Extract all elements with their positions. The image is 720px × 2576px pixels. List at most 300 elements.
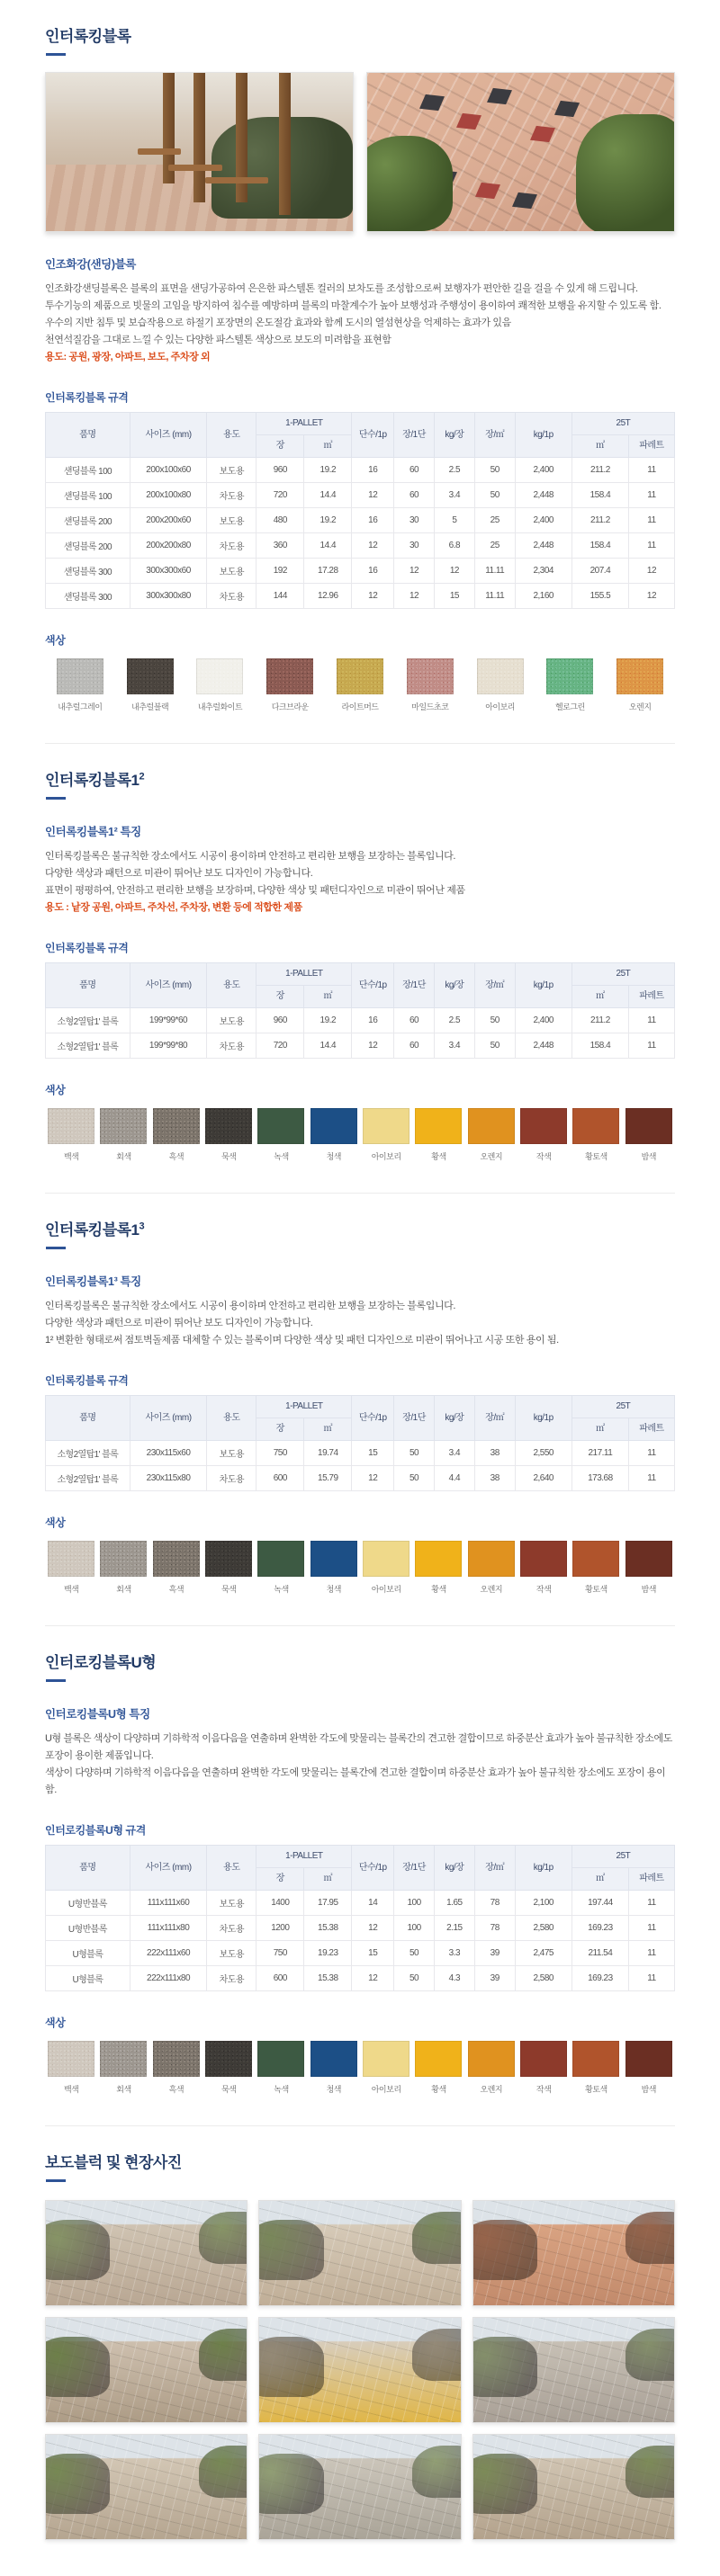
th-use: 용도	[207, 963, 256, 1008]
color-name: 청색	[326, 1585, 341, 1594]
table-cell: 19.74	[304, 1441, 352, 1466]
table-cell: 78	[474, 1891, 515, 1916]
color-swatch[interactable]	[255, 1541, 307, 1595]
color-name: 회색	[116, 2085, 131, 2094]
table-cell: 11	[628, 458, 674, 483]
th-kg-per-sheet: kg/장	[434, 1846, 474, 1891]
color-swatch[interactable]	[360, 1108, 412, 1162]
color-chip	[337, 658, 383, 694]
table-cell: 2,448	[515, 533, 572, 559]
table-row	[46, 1916, 675, 1941]
th-layers: 단수/1p	[352, 413, 394, 458]
color-name: 백색	[63, 2085, 79, 2094]
table-cell: 12	[394, 559, 435, 584]
color-chip	[48, 2041, 94, 2077]
table-cell: U형반블록	[46, 1891, 130, 1916]
th-25t: 25T	[572, 1396, 674, 1418]
hero-photo-walkway	[45, 72, 354, 232]
color-chip	[310, 1108, 357, 1144]
table-cell: 360	[256, 533, 304, 559]
color-swatch[interactable]	[570, 1108, 622, 1162]
color-swatch[interactable]	[412, 1541, 464, 1595]
table-cell: 차도용	[207, 1966, 256, 1991]
gallery-photo[interactable]	[472, 2200, 675, 2306]
vegetation	[626, 2446, 675, 2498]
table-cell: 39	[474, 1966, 515, 1991]
table-cell: 15.38	[304, 1966, 352, 1991]
color-chip	[415, 1541, 462, 1577]
th-layers: 단수/1p	[352, 1396, 394, 1441]
table-cell: 100	[394, 1916, 435, 1941]
desc-line: 표면이 평평하여, 안전하고 편리한 보행을 보장하며, 다양한 색상 및 패턴디자인으로 미관이 뛰어난 제품	[45, 885, 465, 896]
th-size: 사이즈 (mm)	[130, 1396, 207, 1441]
th-kg-per-sheet: kg/장	[434, 963, 474, 1008]
color-name: 황토색	[585, 1152, 608, 1161]
color-name: 황색	[431, 1585, 446, 1594]
table-cell: 보도용	[207, 1441, 256, 1466]
section-underline	[46, 1679, 66, 1682]
spec-table-sanding	[45, 412, 675, 609]
th-25t-m2: ㎡	[572, 1868, 628, 1891]
color-swatch[interactable]	[570, 1541, 622, 1595]
table-cell: 111x111x80	[130, 1916, 207, 1941]
table-cell: 50	[394, 1466, 435, 1491]
table-cell: 보도용	[207, 458, 256, 483]
table-cell: 39	[474, 1941, 515, 1966]
desc-line: 투수기능의 제품으로 빗물의 고임을 방지하여 침수를 예방하며 블록의 마찰계수가 높아 보행성과 주행성이 용이하여 쾌적한 보행을 유지할 수 있도록 함.	[45, 300, 662, 311]
color-swatch[interactable]	[255, 2041, 307, 2095]
table-cell: 169.23	[572, 1966, 628, 1991]
color-name: 묵색	[220, 1152, 237, 1161]
color-name: 내추럴그레이	[58, 702, 103, 711]
color-swatch[interactable]	[150, 1108, 202, 1162]
th-25t-pallet: 파레트	[628, 986, 674, 1008]
table-cell: U형블록	[46, 1941, 130, 1966]
color-chip	[626, 1108, 672, 1144]
color-chip	[520, 1108, 567, 1144]
spec-table-body	[46, 1891, 675, 1991]
color-chip	[100, 1541, 147, 1577]
table-cell: 25	[474, 508, 515, 533]
th-name: 품명	[46, 963, 130, 1008]
color-swatch[interactable]	[150, 1541, 202, 1595]
table-cell: 샌딩블록 300	[46, 559, 130, 584]
th-pallet: 1-PALLET	[256, 1396, 352, 1418]
gallery-photo[interactable]	[45, 2200, 248, 2306]
color-chip	[415, 2041, 462, 2077]
color-name: 녹색	[274, 1585, 289, 1594]
gallery-photo[interactable]	[258, 2434, 461, 2540]
color-swatch[interactable]	[518, 1541, 570, 1595]
color-chip	[520, 1541, 567, 1577]
table-cell: 16	[352, 508, 394, 533]
color-name: 녹색	[274, 2085, 289, 2094]
color-chip	[572, 2041, 619, 2077]
section-gallery	[45, 2126, 675, 2540]
desc-line: 인조화강샌딩블록은 블록의 표면을 샌딩가공하여 은은한 파스텔톤 컬러의 보차도를 조성함으로써 보행자가 편안한 길을 걸을 수 있게 해 드립니다.	[45, 283, 638, 294]
th-pallet: 1-PALLET	[256, 1846, 352, 1868]
section-utype	[45, 1626, 675, 2095]
table-cell: 2,100	[515, 1891, 572, 1916]
table-cell: 50	[474, 1033, 515, 1059]
table-cell: 38	[474, 1466, 515, 1491]
table-cell: 158.4	[572, 533, 628, 559]
color-name: 마일드초코	[411, 702, 449, 711]
table-cell: 1400	[256, 1891, 304, 1916]
color-name: 아이보리	[371, 2085, 401, 2094]
th-pallet-sheets: 장	[256, 1868, 304, 1891]
vegetation	[472, 2220, 537, 2280]
table-cell: 14.4	[304, 1033, 352, 1059]
color-title-interlock-1sq: 색상	[45, 1084, 66, 1096]
table-cell: 197.44	[572, 1891, 628, 1916]
color-chip	[572, 1541, 619, 1577]
table-cell: 960	[256, 1008, 304, 1033]
table-row	[46, 1891, 675, 1916]
color-title-utype: 색상	[45, 2017, 66, 2029]
description-utype	[45, 1731, 675, 1799]
spec-table-body	[46, 1441, 675, 1491]
color-swatch[interactable]	[623, 1108, 675, 1162]
table-cell: 12	[628, 559, 674, 584]
table-cell: 158.4	[572, 483, 628, 508]
table-title-interlock-1sq: 인터록킹블록 규격	[45, 942, 129, 954]
table-cell: 차도용	[207, 1466, 256, 1491]
color-swatch[interactable]	[185, 658, 256, 712]
color-swatch[interactable]	[202, 2041, 255, 2095]
table-cell: 200x200x60	[130, 508, 207, 533]
color-chip	[153, 1541, 200, 1577]
table-cell: 111x111x60	[130, 1891, 207, 1916]
color-name: 작색	[536, 2085, 552, 2094]
table-cell: 16	[352, 1008, 394, 1033]
desc-line: 인터록킹블록은 불규칙한 장소에서도 시공이 용이하며 안전하고 편리한 보행을 보장하는 블록입니다.	[45, 1301, 456, 1311]
color-name: 백색	[63, 1585, 79, 1594]
th-kg-per-pallet: kg/1p	[515, 1846, 572, 1891]
th-kg-per-sheet: kg/장	[434, 1396, 474, 1441]
color-swatch[interactable]	[518, 1108, 570, 1162]
gallery-photo[interactable]	[472, 2317, 675, 2423]
table-cell: 50	[474, 458, 515, 483]
table-cell: 750	[256, 1441, 304, 1466]
color-name: 밤색	[641, 1585, 656, 1594]
color-swatch[interactable]	[45, 1541, 97, 1595]
th-kg-per-pallet: kg/1p	[515, 963, 572, 1008]
th-layers: 단수/1p	[352, 963, 394, 1008]
table-cell: 12	[628, 584, 674, 609]
table-cell: 600	[256, 1966, 304, 1991]
color-title-interlock-1cu: 색상	[45, 1516, 66, 1529]
color-swatch[interactable]	[623, 2041, 675, 2095]
color-name: 아이보리	[485, 702, 515, 711]
table-cell: 2,550	[515, 1441, 572, 1466]
desc-line: 인터록킹블록은 불규칙한 장소에서도 시공이 용이하며 안전하고 편리한 보행을 보장하는 블록입니다.	[45, 851, 456, 862]
th-use: 용도	[207, 413, 256, 458]
color-chip	[546, 658, 593, 694]
vegetation	[45, 2220, 110, 2280]
th-sheets-per-layer: 장/1단	[394, 1846, 435, 1891]
table-cell: 11	[628, 1916, 674, 1941]
table-cell: 16	[352, 458, 394, 483]
th-25t-pallet: 파레트	[628, 435, 674, 458]
color-swatch[interactable]	[150, 2041, 202, 2095]
th-25t: 25T	[572, 1846, 674, 1868]
table-cell: 300x300x80	[130, 584, 207, 609]
color-swatch[interactable]	[325, 658, 395, 712]
table-cell: 보도용	[207, 1941, 256, 1966]
color-chip	[205, 2041, 252, 2077]
table-cell: U형반블록	[46, 1916, 130, 1941]
spec-table-body	[46, 1008, 675, 1059]
table-cell: 소형2열탑1' 블록	[46, 1441, 130, 1466]
th-name: 품명	[46, 413, 130, 458]
th-25t-pallet: 파레트	[628, 1418, 674, 1441]
color-name: 내추럴블랙	[131, 702, 169, 711]
table-cell: 50	[394, 1966, 435, 1991]
th-25t: 25T	[572, 413, 674, 435]
vegetation	[45, 2337, 110, 2397]
color-chip	[363, 1108, 410, 1144]
spec-table-utype	[45, 1845, 675, 1991]
vegetation	[472, 2337, 537, 2397]
color-name: 흑색	[168, 1152, 184, 1161]
table-cell: 11	[628, 483, 674, 508]
th-sheets-per-m2: 장/㎡	[474, 1396, 515, 1441]
table-cell: 155.5	[572, 584, 628, 609]
color-chip	[363, 1541, 410, 1577]
table-cell: 3.4	[434, 1441, 474, 1466]
th-kg-per-pallet: kg/1p	[515, 1396, 572, 1441]
color-chip	[468, 1108, 515, 1144]
table-cell: 17.95	[304, 1891, 352, 1916]
spec-table-interlock-1cu	[45, 1395, 675, 1491]
table-row	[46, 1008, 675, 1033]
page-content	[45, 0, 675, 2540]
color-name: 오렌지	[480, 1152, 503, 1161]
table-cell: 샌딩블록 200	[46, 508, 130, 533]
section-sanding	[45, 255, 675, 712]
table-cell: 217.11	[572, 1441, 628, 1466]
color-swatch[interactable]	[45, 658, 115, 712]
color-swatch[interactable]	[570, 2041, 622, 2095]
th-pallet-m2: ㎡	[304, 986, 352, 1008]
color-swatch[interactable]	[412, 1108, 464, 1162]
table-cell: 12	[352, 533, 394, 559]
desc-line: 우수의 지반 침투 및 보습작용으로 하절기 포장면의 온도절감 효과와 함께 도시의 열섬현상을 억제하는 효과가 있음	[45, 318, 511, 328]
color-swatch[interactable]	[465, 658, 536, 712]
table-cell: 2,400	[515, 458, 572, 483]
table-cell: 11.11	[474, 584, 515, 609]
vegetation	[258, 2454, 323, 2514]
table-cell: 2,448	[515, 1033, 572, 1059]
table-cell: 5	[434, 508, 474, 533]
table-cell: 차도용	[207, 1033, 256, 1059]
desc-line: 천연석질감을 그대로 느낄 수 있는 다양한 파스텔톤 색상으로 보도의 미려함을 표현함	[45, 335, 392, 345]
color-name: 황색	[431, 1152, 446, 1161]
color-swatch[interactable]	[605, 658, 675, 712]
table-cell: 230x115x80	[130, 1466, 207, 1491]
color-chip	[153, 1108, 200, 1144]
color-swatch[interactable]	[255, 1108, 307, 1162]
table-cell: 2,580	[515, 1916, 572, 1941]
color-chip	[57, 658, 104, 694]
color-swatch[interactable]	[518, 2041, 570, 2095]
color-name: 회색	[116, 1585, 131, 1594]
color-swatch[interactable]	[465, 1108, 518, 1162]
table-cell: 14	[352, 1891, 394, 1916]
gallery-heading: 보도블럭 및 현장사진	[45, 2154, 182, 2171]
color-swatch[interactable]	[202, 1541, 255, 1595]
color-swatch[interactable]	[45, 2041, 97, 2095]
color-chip	[407, 658, 454, 694]
table-cell: 보도용	[207, 508, 256, 533]
color-name: 백색	[63, 1152, 79, 1161]
th-pallet-sheets: 장	[256, 435, 304, 458]
table-cell: 211.2	[572, 508, 628, 533]
table-cell: 38	[474, 1441, 515, 1466]
table-cell: 11	[628, 533, 674, 559]
th-size: 사이즈 (mm)	[130, 963, 207, 1008]
color-swatch[interactable]	[412, 2041, 464, 2095]
gallery-photo[interactable]	[45, 2317, 248, 2423]
color-chip	[626, 2041, 672, 2077]
page-title: 인터록킹블록	[45, 28, 131, 45]
table-row	[46, 508, 675, 533]
section-interlock-1sq	[45, 744, 675, 1162]
table-cell: 보도용	[207, 1891, 256, 1916]
table-cell: 600	[256, 1466, 304, 1491]
section-heading-interlock-1sq: 인터록킹블록$1^2$	[45, 771, 145, 789]
table-cell: 30	[394, 533, 435, 559]
table-row	[46, 1966, 675, 1991]
table-cell: 2,580	[515, 1966, 572, 1991]
table-cell: 15.79	[304, 1466, 352, 1491]
color-name: 회색	[116, 1152, 131, 1161]
table-cell: 200x100x60	[130, 458, 207, 483]
color-chip	[310, 2041, 357, 2077]
table-cell: 60	[394, 1008, 435, 1033]
color-swatch[interactable]	[308, 2041, 360, 2095]
table-cell: 78	[474, 1916, 515, 1941]
table-cell: 12	[352, 1916, 394, 1941]
color-chip	[266, 658, 313, 694]
th-sheets-per-layer: 장/1단	[394, 1396, 435, 1441]
vegetation	[412, 2329, 462, 2381]
table-cell: 차도용	[207, 584, 256, 609]
color-name: 황토색	[585, 1585, 608, 1594]
table-cell: 2,475	[515, 1941, 572, 1966]
color-swatch[interactable]	[308, 1108, 360, 1162]
color-name: 다크브라운	[271, 702, 309, 711]
table-cell: 15	[352, 1941, 394, 1966]
description-interlock-1cu	[45, 1298, 675, 1349]
table-cell: 2,160	[515, 584, 572, 609]
table-cell: 소형2열탑1' 블록	[46, 1033, 130, 1059]
table-cell: 199*99*80	[130, 1033, 207, 1059]
table-cell: 50	[474, 483, 515, 508]
color-name: 황토색	[585, 2085, 608, 2094]
table-cell: 720	[256, 483, 304, 508]
color-swatch[interactable]	[255, 658, 325, 712]
table-cell: 샌딩블록 100	[46, 458, 130, 483]
color-name: 묵색	[220, 2085, 237, 2094]
color-name: 묵색	[220, 1585, 237, 1594]
vegetation	[412, 2212, 462, 2264]
gallery-photo[interactable]	[258, 2200, 461, 2306]
table-row	[46, 1466, 675, 1491]
table-row	[46, 1441, 675, 1466]
table-cell: 50	[394, 1941, 435, 1966]
description-sanding	[45, 281, 675, 366]
vegetation	[199, 2212, 248, 2264]
color-swatch[interactable]	[97, 1108, 149, 1162]
vegetation	[45, 2454, 110, 2514]
color-swatch[interactable]	[360, 1541, 412, 1595]
color-name: 아이보리	[371, 1585, 401, 1594]
th-layers: 단수/1p	[352, 1846, 394, 1891]
table-cell: 샌딩블록 300	[46, 584, 130, 609]
vegetation	[199, 2446, 248, 2498]
table-cell: 11	[628, 1466, 674, 1491]
color-swatch[interactable]	[465, 1541, 518, 1595]
table-cell: 2.5	[434, 458, 474, 483]
table-cell: 12	[352, 1466, 394, 1491]
th-name: 품명	[46, 1846, 130, 1891]
table-cell: 12	[352, 483, 394, 508]
color-swatch[interactable]	[535, 658, 605, 712]
table-cell: 720	[256, 1033, 304, 1059]
hero-photo-row	[45, 72, 675, 232]
table-cell: 12	[434, 559, 474, 584]
table-cell: 6.8	[434, 533, 474, 559]
color-chip	[477, 658, 524, 694]
table-cell: 2,304	[515, 559, 572, 584]
color-swatch[interactable]	[308, 1541, 360, 1595]
color-swatch[interactable]	[202, 1108, 255, 1162]
color-name: 녹색	[274, 1152, 289, 1161]
color-chip	[468, 1541, 515, 1577]
color-swatch[interactable]	[465, 2041, 518, 2095]
gallery-photo[interactable]	[45, 2434, 248, 2540]
color-swatch[interactable]	[45, 1108, 97, 1162]
th-sheets-per-m2: 장/㎡	[474, 413, 515, 458]
table-cell: 14.4	[304, 483, 352, 508]
color-name: 오렌지	[480, 1585, 503, 1594]
table-row	[46, 584, 675, 609]
table-cell: 1200	[256, 1916, 304, 1941]
color-chip	[48, 1541, 94, 1577]
color-swatch[interactable]	[623, 1541, 675, 1595]
color-name: 아이보리	[371, 1152, 401, 1161]
table-cell: 200x100x80	[130, 483, 207, 508]
th-use: 용도	[207, 1396, 256, 1441]
table-cell: 60	[394, 458, 435, 483]
th-kg-per-sheet: kg/장	[434, 413, 474, 458]
color-name: 오렌지	[480, 2085, 503, 2094]
gallery-photo[interactable]	[258, 2317, 461, 2423]
gallery-photo[interactable]	[472, 2434, 675, 2540]
table-cell: 14.4	[304, 533, 352, 559]
table-cell: 11	[628, 508, 674, 533]
color-swatch[interactable]	[395, 658, 465, 712]
table-cell: 12	[352, 584, 394, 609]
color-swatch[interactable]	[360, 2041, 412, 2095]
table-cell: 차도용	[207, 483, 256, 508]
color-swatch[interactable]	[115, 658, 185, 712]
section-heading-utype: 인터로킹블록U형	[45, 1654, 157, 1671]
color-swatch[interactable]	[97, 1541, 149, 1595]
color-swatch[interactable]	[97, 2041, 149, 2095]
